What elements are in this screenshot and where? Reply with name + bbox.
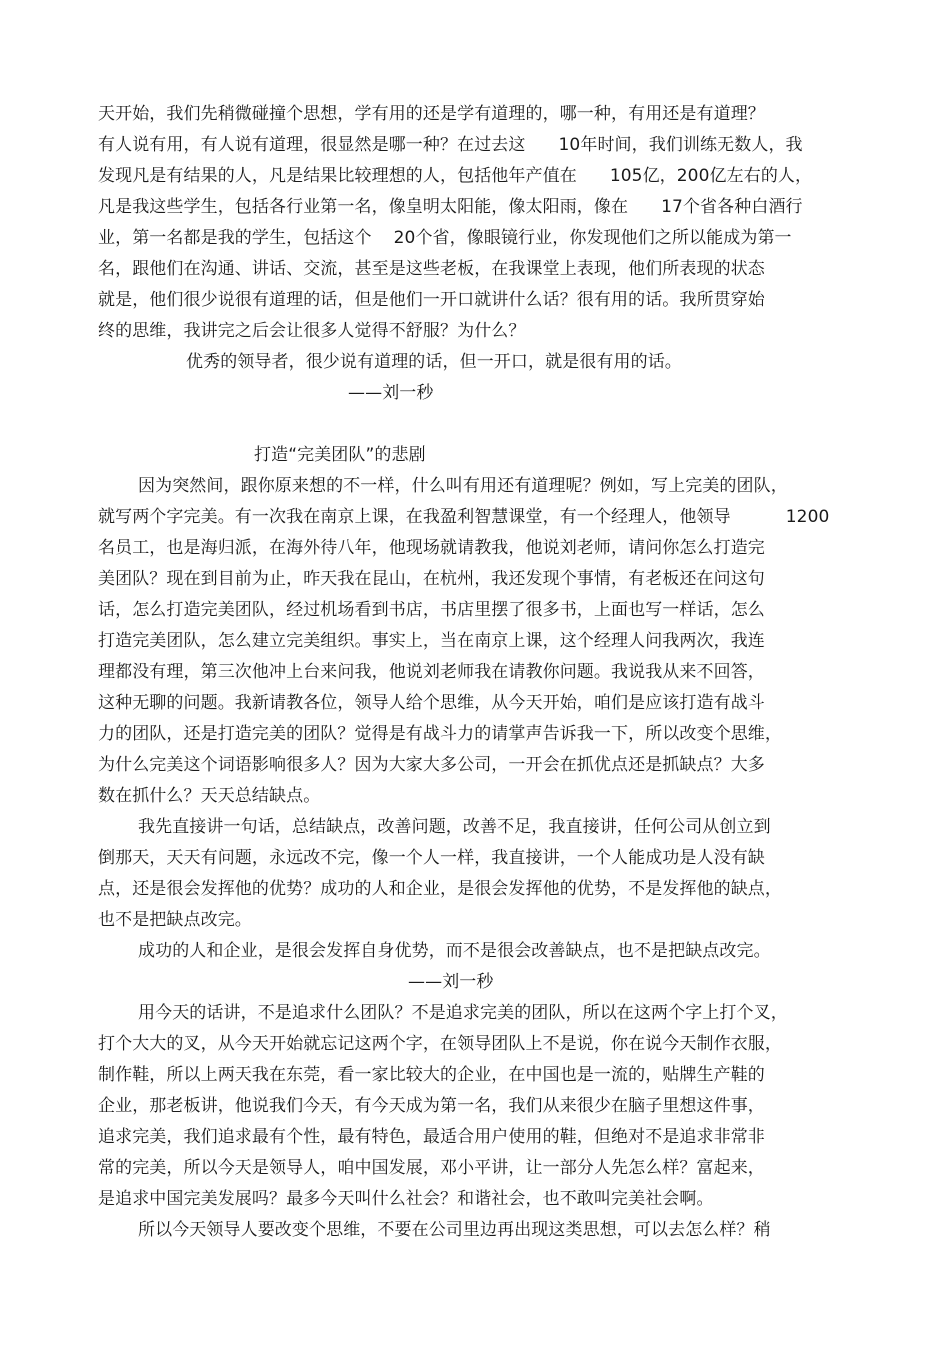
paragraph-line: 追求完美，我们追求最有个性，最有特色，最适合用户使用的鞋，但绝对不是追求非常非 — [98, 1127, 765, 1147]
paragraph-line: 倒那天，天天有问题，永远改不完，像一个人一样，我直接讲，一个人能成功是人没有缺 — [98, 848, 765, 868]
paragraph-line: 这种无聊的问题。我新请教各位，领导人给个思维，从今天开始，咱们是应该打造有战斗 — [98, 693, 765, 713]
paragraph-line: 终的思维，我讲完之后会让很多人觉得不舒服？为什么？ — [98, 321, 526, 341]
paragraph-line: 就写两个字完美。有一次我在南京上课，在我盈利智慧课堂，有一个经理人，他领导 1200 — [98, 507, 830, 527]
paragraph-line: 常的完美，所以今天是领导人，咱中国发展，邓小平讲，让一部分人先怎么样？富起来， — [98, 1158, 765, 1178]
paragraph-line: 理都没有理，第三次他冲上台来问我，他说刘老师我在请教你问题。我说我从来不回答， — [98, 662, 765, 682]
paragraph-line: 凡是我这些学生，包括各行业第一名，像皇明太阳能，像太阳雨，像在 17个省各种白酒行 — [98, 197, 803, 217]
paragraph-line: 天开始，我们先稍微碰撞个思想，学有用的还是学有道理的，哪一种，有用还是有道理？ — [98, 104, 765, 124]
paragraph-line: 打造完美团队，怎么建立完美组织。事实上，当在南京上课，这个经理人问我两次，我连 — [98, 631, 765, 651]
paragraph-line: 名员工，也是海归派，在海外待八年，他现场就请教我，他说刘老师，请问你怎么打造完 — [98, 538, 765, 558]
paragraph-line: 美团队？现在到目前为止，昨天我在昆山，在杭州，我还发现个事情，有老板还在问这句 — [98, 569, 765, 589]
paragraph-line: 有人说有用，有人说有道理，很显然是哪一种？在过去这 10年时间，我们训练无数人，我 — [98, 135, 803, 155]
paragraph-line: 企业，那老板讲，他说我们今天，有今天成为第一名，我们从来很少在脑子里想这件事， — [98, 1096, 765, 1116]
paragraph-line: 为什么完美这个词语影响很多人？因为大家大多公司，一开会在抓优点还是抓缺点？大多 — [98, 755, 765, 775]
paragraph-line: 力的团队，还是打造完美的团队？觉得是有战斗力的请掌声告诉我一下，所以改变个思维， — [98, 724, 782, 744]
paragraph-line: 我先直接讲一句话，总结缺点，改善问题，改善不足，我直接讲，任何公司从创立到 — [138, 817, 771, 837]
paragraph-line: 发现凡是有结果的人，凡是结果比较理想的人，包括他年产值在 105亿，200亿左右的人， — [98, 166, 813, 186]
paragraph-line: 制作鞋，所以上两天我在东莞，看一家比较大的企业，在中国也是一流的，贴牌生产鞋的 — [98, 1065, 765, 1085]
quote-attribution: ——刘一秒 — [408, 972, 494, 992]
paragraph-line: 数在抓什么？天天总结缺点。 — [98, 786, 321, 806]
quote-attribution: ——刘一秒 — [348, 383, 434, 403]
paragraph-line: 也不是把缺点改完。 — [98, 910, 252, 930]
paragraph-line: 用今天的话讲，不是追求什么团队？不是追求完美的团队，所以在这两个字上打个叉， — [138, 1003, 788, 1023]
paragraph-line: 名，跟他们在沟通、讲话、交流，甚至是这些老板，在我课堂上表现，他们所表现的状态 — [98, 259, 765, 279]
paragraph-line: 因为突然间，跟你原来想的不一样，什么叫有用还有道理呢？例如，写上完美的团队， — [138, 476, 788, 496]
paragraph-line: 点，还是很会发挥他的优势？成功的人和企业，是很会发挥他的优势，不是发挥他的缺点， — [98, 879, 782, 899]
paragraph-line: 是追求中国完美发展吗？最多今天叫什么社会？和谐社会，也不敢叫完美社会啊。 — [98, 1189, 714, 1209]
paragraph-line: 所以今天领导人要改变个思维，不要在公司里边再出现这类思想，可以去怎么样？稍 — [138, 1220, 771, 1240]
quote-line: 优秀的领导者，很少说有道理的话，但一开口，就是很有用的话。 — [186, 352, 682, 372]
section-heading: 打造“完美团队”的悲剧 — [254, 445, 426, 465]
paragraph-line: 话，怎么打造完美团队，经过机场看到书店，书店里摆了很多书，上面也写一样话，怎么 — [98, 600, 765, 620]
paragraph-line: 业，第一名都是我的学生，包括这个 20个省，像眼镜行业，你发现他们之所以能成为第一 — [98, 228, 792, 248]
paragraph-line: 就是，他们很少说很有道理的话，但是他们一开口就讲什么话？很有用的话。我所贯穿始 — [98, 290, 765, 310]
paragraph-line: 打个大大的叉，从今天开始就忘记这两个字，在领导团队上不是说，你在说今天制作衣服， — [98, 1034, 782, 1054]
quote-line: 成功的人和企业，是很会发挥自身优势，而不是很会改善缺点，也不是把缺点改完。 — [138, 941, 771, 961]
